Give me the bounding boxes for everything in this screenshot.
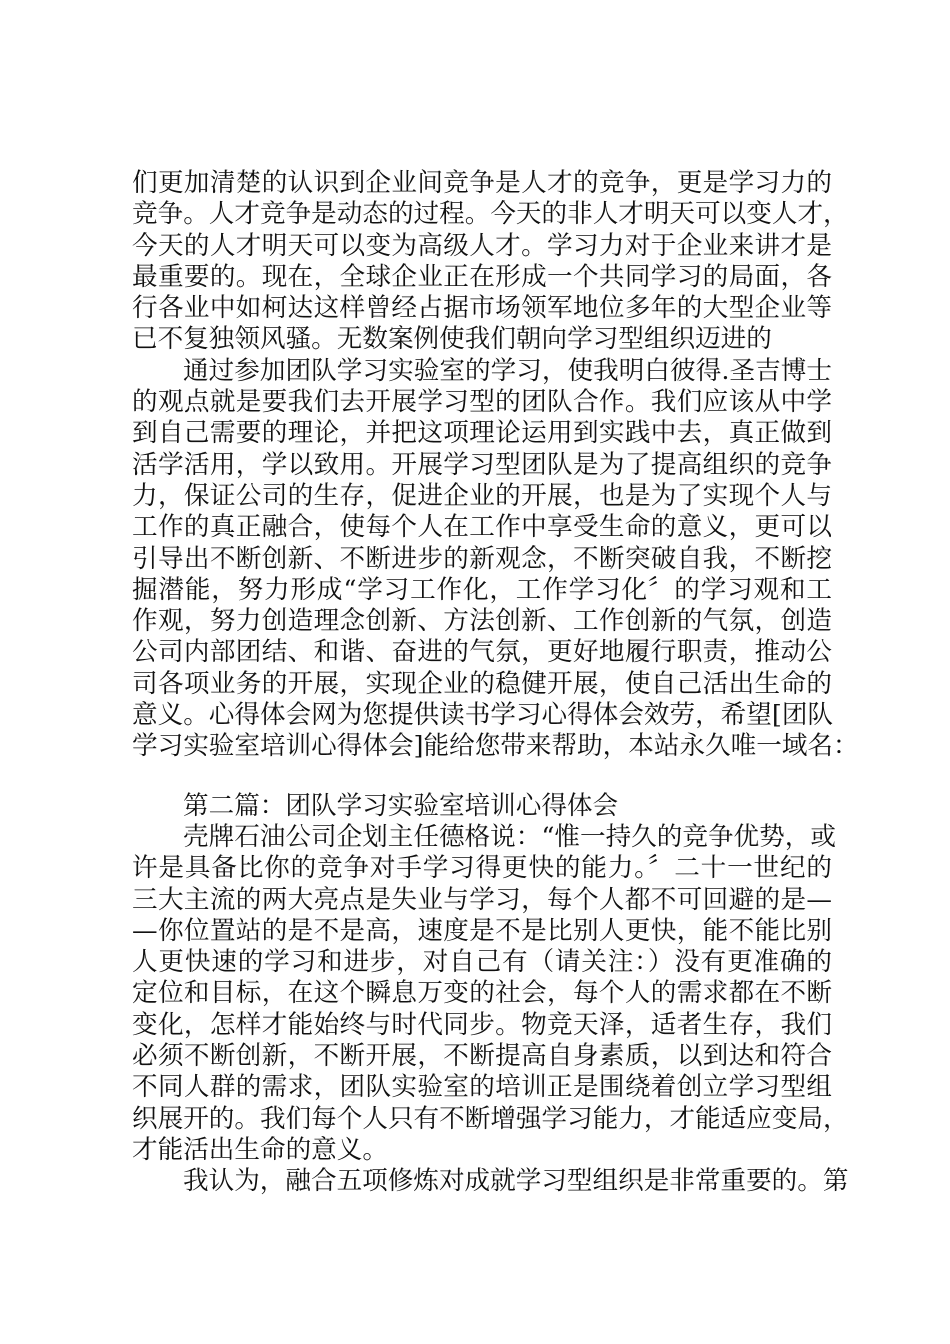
text-line: 不同人群的需求，团队实验室的培训正是围绕着创立学习型组 — [132, 1072, 832, 1103]
text-line: 许是具备比你的竞争对手学习得更快的能力。〞二十一世纪的 — [132, 853, 832, 884]
text-line: 今天的人才明天可以变为高级人才。学习力对于企业来讲才是 — [132, 230, 832, 261]
text-line: 引导出不断创新、不断进步的新观念，不断突破自我，不断挖 — [132, 543, 832, 574]
text-line: 工作的真正融合，使每个人在工作中享受生命的意义，更可以 — [132, 512, 832, 543]
text-line: 才能活出生命的意义。 — [132, 1134, 388, 1165]
text-line: 行各业中如柯达这样曾经占据市场领军地位多年的大型企业等 — [132, 293, 832, 324]
text-line: 我认为，融合五项修炼对成就学习型组织是非常重要的。第 — [183, 1166, 849, 1197]
text-line: 司各项业务的开展，实现企业的稳健开展，使自己活出生命的 — [132, 668, 832, 699]
text-line: 作观，努力创造理念创新、方法创新、工作创新的气氛，创造 — [132, 606, 832, 637]
text-line: 公司内部团结、和谐、奋进的气氛，更好地履行职责，推动公 — [132, 637, 832, 668]
blank-line — [132, 763, 832, 791]
text-line: 已不复独领风骚。无数案例使我们朝向学习型组织迈进的 — [132, 324, 772, 355]
text-line: 壳牌石油公司企划主任德格说：“惟一持久的竞争优势，或 — [183, 821, 836, 852]
text-line: 的观点就是要我们去开展学习型的团队合作。我们应该从中学 — [132, 387, 832, 418]
text-line: —你位置站的是不是高，速度是不是比别人更快，能不能比别 — [132, 915, 832, 946]
text-line: 通过参加团队学习实验室的学习，使我明白彼得.圣吉博士 — [183, 355, 832, 386]
paragraph-3 — [132, 821, 849, 1166]
text-line: 必须不断创新，不断开展，不断提高自身素质，以到达和符合 — [132, 1041, 832, 1072]
paragraph-1 — [132, 168, 849, 356]
document-page — [132, 168, 859, 1198]
text-line: 意义。心得体会网为您提供读书学习心得体会效劳，希望[团队 — [132, 700, 834, 731]
section-heading: 第二篇：团队学习实验室培训心得体会 — [183, 790, 619, 821]
text-line: 们更加清楚的认识到企业间竞争是人才的竞争，更是学习力的 — [132, 168, 832, 198]
text-line: 定位和目标，在这个瞬息万变的社会，每个人的需求都在不断 — [132, 978, 832, 1009]
paragraph-4 — [132, 1166, 849, 1197]
text-line: 到自己需要的理论，并把这项理论运用到实践中去，真正做到 — [132, 418, 832, 449]
text-line: 学习实验室培训心得体会]能给您带来帮助，本站永久唯一域名： — [132, 731, 859, 762]
text-line: 最重要的。现在，全球企业正在形成一个共同学习的局面，各 — [132, 261, 832, 292]
text-line: 掘潜能，努力形成“学习工作化，工作学习化〞的学习观和工 — [132, 574, 832, 605]
text-line: 力，保证公司的生存，促进企业的开展，也是为了实现个人与 — [132, 480, 832, 511]
text-line: 三大主流的两大亮点是失业与学习，每个人都不可回避的是— — [132, 884, 832, 915]
text-line: 人更快速的学习和进步，对自己有（请关注：）没有更准确的 — [132, 947, 832, 978]
text-line: 竞争。人才竞争是动态的过程。今天的非人才明天可以变人才， — [132, 199, 849, 230]
paragraph-2 — [132, 355, 859, 763]
text-line: 变化，怎样才能始终与时代同步。物竞天泽，适者生存，我们 — [132, 1009, 832, 1040]
text-line: 织展开的。我们每个人只有不断增强学习能力，才能适应变局， — [132, 1103, 849, 1134]
text-line: 活学活用，学以致用。开展学习型团队是为了提高组织的竞争 — [132, 449, 832, 480]
